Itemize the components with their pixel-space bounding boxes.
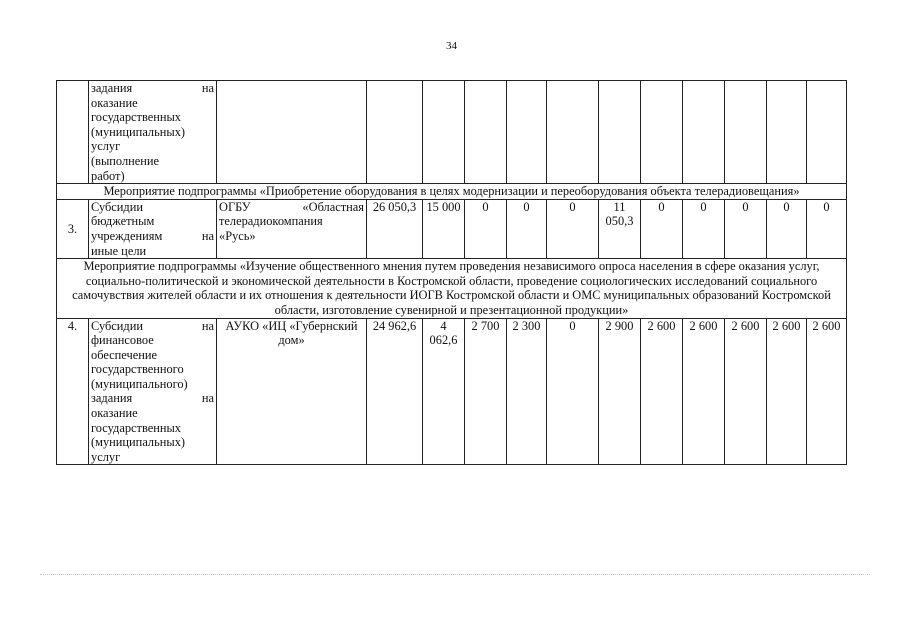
executor-cell: АУКО «ИЦ «Губернский дом»	[217, 318, 367, 465]
name-word: задания	[91, 391, 133, 406]
value-cell: 2 300	[507, 318, 547, 465]
section-row-survey	[57, 259, 847, 318]
name-line: государственных	[91, 420, 182, 435]
name-line: услуг	[91, 449, 121, 464]
name-line: (муниципального)	[91, 376, 188, 391]
name-line: государственного	[91, 362, 184, 377]
executor-word: ОГБУ	[219, 199, 251, 214]
name-line: бюджетным	[91, 214, 155, 229]
value-cell	[507, 81, 547, 184]
name-word: на	[201, 318, 214, 333]
value-cell	[465, 81, 507, 184]
name-word: на	[201, 81, 214, 95]
value-cell: 0	[725, 199, 767, 258]
value-cell	[683, 81, 725, 184]
name-word: на	[201, 391, 214, 406]
name-line	[91, 319, 214, 334]
value-cell	[725, 81, 767, 184]
value-cell	[599, 81, 641, 184]
value-cell: 24 962,6	[367, 318, 423, 465]
value-cell: 0	[507, 199, 547, 258]
value-cell	[807, 81, 847, 184]
page-number: 34	[446, 40, 457, 52]
name-line	[91, 229, 214, 244]
value-cell: 4 062,6	[423, 318, 465, 465]
name-line: (муниципальных)	[91, 124, 186, 139]
section-title: Мероприятие подпрограммы «Приобретение оборудования в целях модернизации и переоборудования объекта телерадиовещания»	[57, 184, 847, 200]
value-cell: 11 050,3	[599, 199, 641, 258]
name-cell	[89, 81, 217, 184]
name-line: услуг	[91, 139, 121, 154]
value-cell: 26 050,3	[367, 199, 423, 258]
row-index: 4.	[57, 318, 89, 465]
name-line	[91, 81, 214, 96]
value-cell: 2 600	[683, 318, 725, 465]
table-row-3	[57, 199, 847, 258]
name-line: работ)	[91, 168, 125, 183]
value-cell: 0	[767, 199, 807, 258]
value-cell: 0	[683, 199, 725, 258]
value-cell: 2 700	[465, 318, 507, 465]
executor-line: телерадиокомпания	[219, 214, 323, 229]
name-cell	[89, 318, 217, 465]
value-cell: 0	[547, 199, 599, 258]
table-row-4	[57, 318, 847, 465]
value-cell: 2 600	[767, 318, 807, 465]
name-cell	[89, 199, 217, 258]
executor-line	[219, 200, 364, 215]
value-cell: 0	[465, 199, 507, 258]
table-row-continuation	[57, 81, 847, 184]
name-line: оказание	[91, 95, 138, 110]
row-index: 3.	[57, 199, 89, 258]
name-line: финансовое	[91, 333, 154, 348]
name-word: Субсидии	[91, 318, 143, 333]
value-cell: 2 600	[725, 318, 767, 465]
name-line: государственных	[91, 110, 182, 125]
name-line: (муниципальных)	[91, 435, 186, 450]
value-cell: 0	[807, 199, 847, 258]
value-cell	[367, 81, 423, 184]
budget-table	[56, 80, 847, 465]
name-word: на	[201, 228, 214, 243]
name-word: учреждениям	[91, 228, 163, 243]
value-cell: 2 600	[807, 318, 847, 465]
executor-line: «Русь»	[219, 228, 256, 243]
value-cell	[767, 81, 807, 184]
value-cell: 0	[547, 318, 599, 465]
executor-cell	[217, 199, 367, 258]
name-line: обеспечение	[91, 347, 157, 362]
index-cell	[57, 81, 89, 184]
value-cell: 2 900	[599, 318, 641, 465]
value-cell: 15 000	[423, 199, 465, 258]
executor-word: «Областная	[302, 199, 364, 214]
name-line: иные цели	[91, 243, 147, 258]
executor-cell	[217, 81, 367, 184]
section-row-equipment	[57, 184, 847, 200]
value-cell: 0	[641, 199, 683, 258]
scan-artifact-line	[40, 574, 870, 576]
name-line	[91, 391, 214, 406]
name-line: оказание	[91, 406, 138, 421]
section-title: Мероприятие подпрограммы «Изучение общественного мнения путем проведения независимого опроса населения в сфере оказания услуг, социально-политической и экономической деятельности в Костромской области, проведение социологических исследований социального самочувствия жителей области и их отношения к деятельности ИОГВ Костромской области и ОМС муниципальных образований Костромской области, изготовление сувенирной и презентационной продукции»	[57, 259, 847, 318]
name-word: задания	[91, 81, 133, 95]
name-line: Субсидии	[91, 199, 143, 214]
value-cell: 2 600	[641, 318, 683, 465]
value-cell	[423, 81, 465, 184]
value-cell	[641, 81, 683, 184]
name-line: (выполнение	[91, 153, 160, 168]
value-cell	[547, 81, 599, 184]
